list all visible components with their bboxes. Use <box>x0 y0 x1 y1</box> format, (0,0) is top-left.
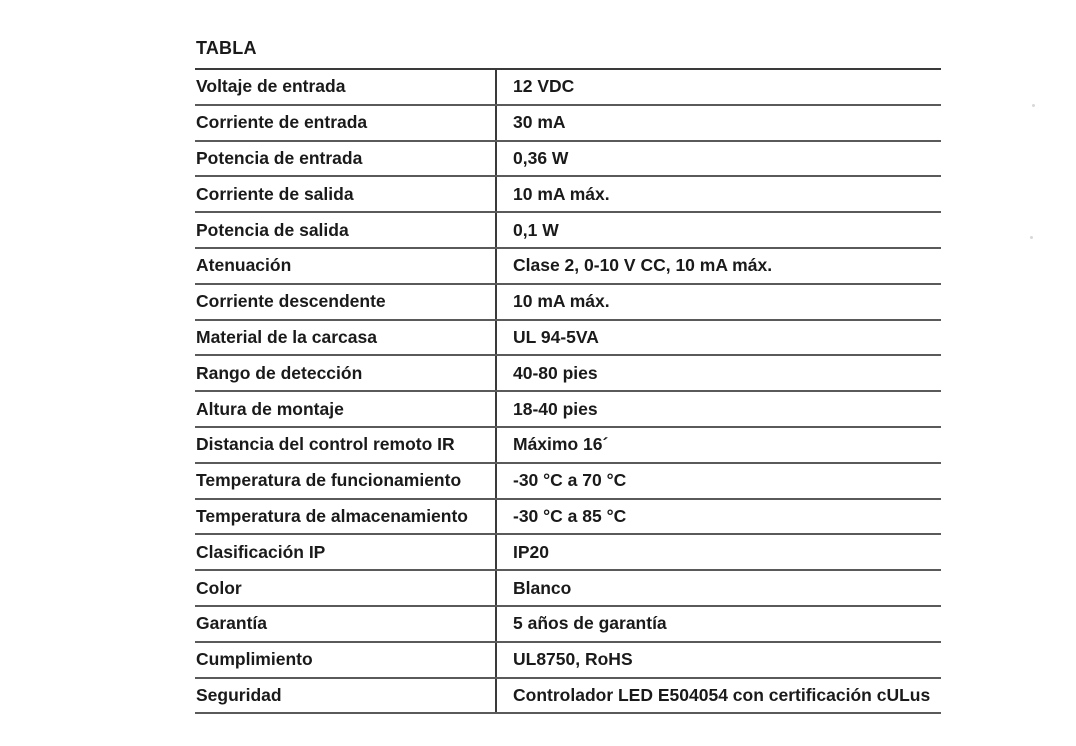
row-label: Rango de detección <box>195 356 497 390</box>
row-value: 10 mA máx. <box>513 291 610 312</box>
row-label: Altura de montaje <box>195 392 497 426</box>
row-value: UL8750, RoHS <box>513 649 633 670</box>
row-label: Color <box>195 571 497 605</box>
row-label: Atenuación <box>195 249 497 283</box>
row-label: Potencia de entrada <box>195 142 497 176</box>
row-label: Potencia de salida <box>195 213 497 247</box>
row-value: 40-80 pies <box>513 362 598 383</box>
row-label: Corriente de salida <box>195 177 497 211</box>
table-row <box>195 142 941 178</box>
table-row <box>195 70 941 106</box>
table-row <box>195 464 941 500</box>
spec-table <box>195 68 941 714</box>
table-title: TABLA <box>196 38 257 58</box>
table-row <box>195 392 941 428</box>
row-value: -30 °C a 70 °C <box>513 470 627 491</box>
row-label: Garantía <box>195 607 497 641</box>
table-row <box>195 679 941 715</box>
row-value: 18-40 pies <box>513 398 598 419</box>
table-row <box>195 356 941 392</box>
row-label: Corriente de entrada <box>195 106 497 140</box>
table-row <box>195 249 941 285</box>
row-value: 30 mA <box>513 112 566 133</box>
row-label: Cumplimiento <box>195 643 497 677</box>
row-label: Material de la carcasa <box>195 321 497 355</box>
row-value: 0,1 W <box>513 219 559 240</box>
row-value: IP20 <box>513 541 549 562</box>
row-value: Clase 2, 0-10 V CC, 10 mA máx. <box>513 255 773 276</box>
row-label: Temperatura de funcionamiento <box>195 464 497 498</box>
row-label: Temperatura de almacenamiento <box>195 500 497 534</box>
table-row <box>195 643 941 679</box>
table-row <box>195 428 941 464</box>
table-row <box>195 607 941 643</box>
table-row <box>195 500 941 536</box>
row-value: 10 mA máx. <box>513 183 610 204</box>
row-label: Voltaje de entrada <box>195 70 497 104</box>
scan-speck <box>1030 236 1033 239</box>
row-value: 0,36 W <box>513 147 569 168</box>
row-value: 12 VDC <box>513 76 575 97</box>
table-row <box>195 321 941 357</box>
row-label: Clasificación IP <box>195 535 497 569</box>
row-value: Blanco <box>513 577 572 598</box>
table-row <box>195 571 941 607</box>
row-label: Seguridad <box>195 679 497 713</box>
table-row <box>195 535 941 571</box>
table-row <box>195 177 941 213</box>
row-value: Máximo 16´ <box>513 434 609 455</box>
row-value: 5 años de garantía <box>513 613 667 634</box>
table-row <box>195 213 941 249</box>
row-label: Corriente descendente <box>195 285 497 319</box>
table-row <box>195 106 941 142</box>
table-row <box>195 285 941 321</box>
scan-speck <box>1032 104 1035 107</box>
row-value: Controlador LED E504054 con certificación cULus <box>513 684 931 705</box>
row-value: UL 94-5VA <box>513 326 599 347</box>
row-label: Distancia del control remoto IR <box>195 428 497 462</box>
row-value: -30 °C a 85 °C <box>513 505 627 526</box>
